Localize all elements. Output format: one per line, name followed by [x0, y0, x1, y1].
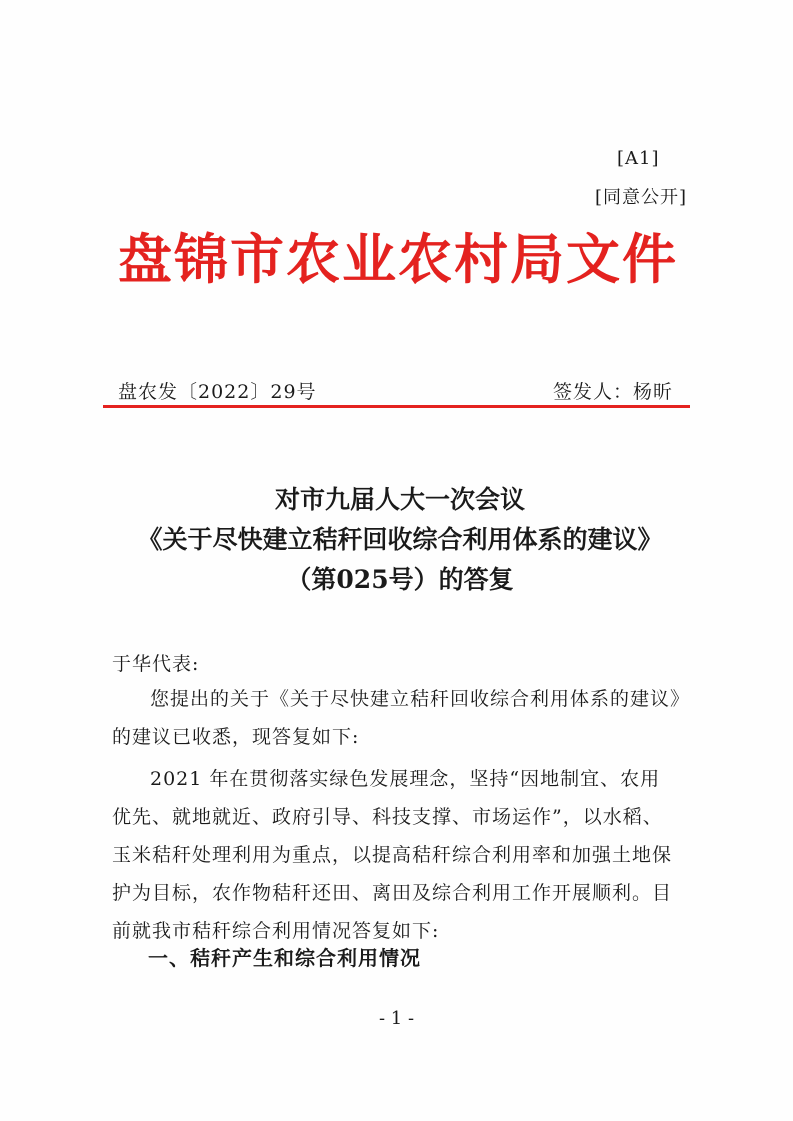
document-number: 盘农发〔2022〕29号: [118, 381, 317, 403]
title-line-1: 对市九届人大一次会议: [274, 485, 525, 514]
red-divider-rule: [103, 405, 690, 408]
page-number: - 1 -: [378, 1008, 415, 1029]
title-line-2: 《关于尽快建立秸秆回收综合利用体系的建议》: [137, 525, 663, 554]
paragraph-line: 玉米秸秆处理利用为重点，以提高秸秆综合利用率和加强土地保: [112, 844, 673, 866]
paragraph-line: 护为目标，农作物秸秆还田、离田及综合利用工作开展顺利。目: [112, 882, 673, 904]
paragraph-line: 您提出的关于《关于尽快建立秸秆回收综合利用体系的建议》: [150, 688, 691, 710]
organization-header-title: 盘锦市农业农村局文件: [118, 228, 678, 291]
title-line-3: （第025号）的答复: [286, 565, 514, 594]
paragraph-line: 2021 年在贯彻落实绿色发展理念，坚持“因地制宜、农用: [150, 768, 661, 790]
issuer-signature-line: 签发人：杨昕: [553, 381, 674, 403]
paragraph-line: 的建议已收悉，现答复如下:: [112, 726, 360, 748]
paragraph-acknowledgement: [112, 680, 702, 756]
paragraph-line: 优先、就地就近、政府引导、科技支撑、市场运作”，以水稻、: [112, 806, 663, 828]
salutation: 于华代表:: [112, 653, 200, 675]
paragraph-line: 前就我市秸秆综合利用情况答复如下:: [112, 920, 440, 942]
document-code: [A1]: [617, 148, 660, 169]
document-title: [100, 480, 700, 600]
openness-label: [同意公开]: [595, 187, 688, 208]
paragraph-summary: [112, 760, 702, 950]
section-heading: 一、秸秆产生和综合利用情况: [148, 946, 421, 970]
